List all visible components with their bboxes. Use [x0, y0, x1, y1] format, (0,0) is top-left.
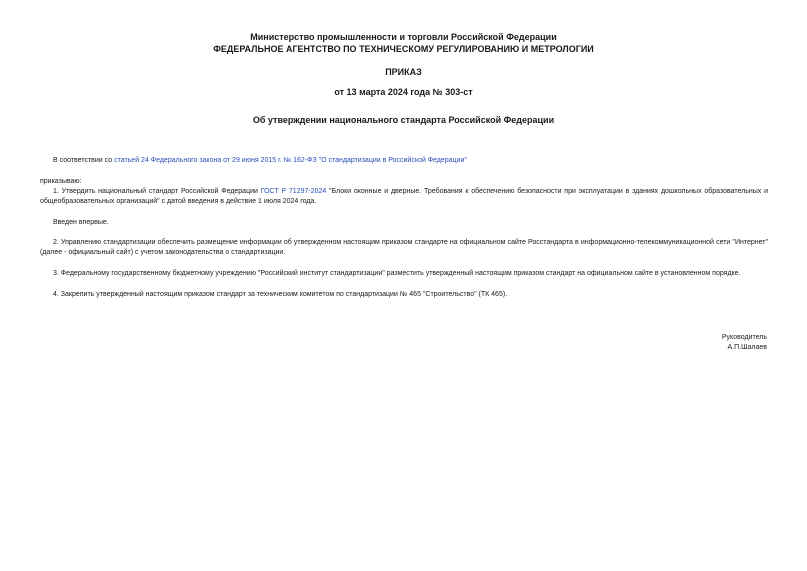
item-4: 4. Закрепить утвержденный настоящим приказом стандарт за техническим комитетом по стандартизации № 465 "Строительство" (ТК 465).: [53, 291, 508, 298]
item-1-prefix: 1. Утвердить национальный стандарт Российской Федерации: [53, 188, 261, 195]
signature-name: А.П.Шалаев: [727, 344, 767, 351]
preamble: [40, 156, 768, 166]
item-1: [40, 187, 768, 206]
document-title: Об утверждении национального стандарта Российской Федерации: [252, 115, 555, 125]
order-word: приказываю:: [40, 178, 82, 185]
item-1-suffix: "Блоки оконные и дверные. Требования к обеспечению безопасности при эксплуатации в зданиях дошкольных образовательных и общеобразовательных организаций" с датой введения в действие 1 июля 2024 года.: [40, 188, 768, 205]
agency-name: ФЕДЕРАЛЬНОЕ АГЕНТСТВО ПО ТЕХНИЧЕСКОМУ РЕГУЛИРОВАНИЮ И МЕТРОЛОГИИ: [213, 44, 594, 54]
document-type: ПРИКАЗ: [385, 67, 422, 77]
federal-law-link[interactable]: статьей 24 Федерального закона от 29 июня 2015 г. № 162-ФЗ "О стандартизации в Российской Федерации": [114, 157, 467, 164]
ministry-name: Министерство промышленности и торговли Российской Федерации: [250, 32, 557, 42]
preamble-prefix: В соответствии со: [53, 157, 115, 164]
item-2: 2. Управлению стандартизации обеспечить размещение информации об утвержденном настоящим приказом стандарте на официальном сайте Росстандарта в информационно-телекоммуникационной сети "Интернет" (далее - официальный сайт) с учетом законодательства о стандартизации.: [40, 239, 768, 256]
document-date-number: от 13 марта 2024 года № 303-ст: [334, 87, 473, 97]
item-3: 3. Федеральному государственному бюджетному учреждению "Российский институт стандартизации" разместить утвержденный настоящим приказом стандарт на официальном сайте в установленном порядке.: [53, 270, 741, 277]
gost-link[interactable]: ГОСТ Р 71297-2024: [260, 188, 327, 195]
introduced-note: Введен впервые.: [53, 219, 109, 226]
signature-role: Руководитель: [721, 334, 767, 341]
